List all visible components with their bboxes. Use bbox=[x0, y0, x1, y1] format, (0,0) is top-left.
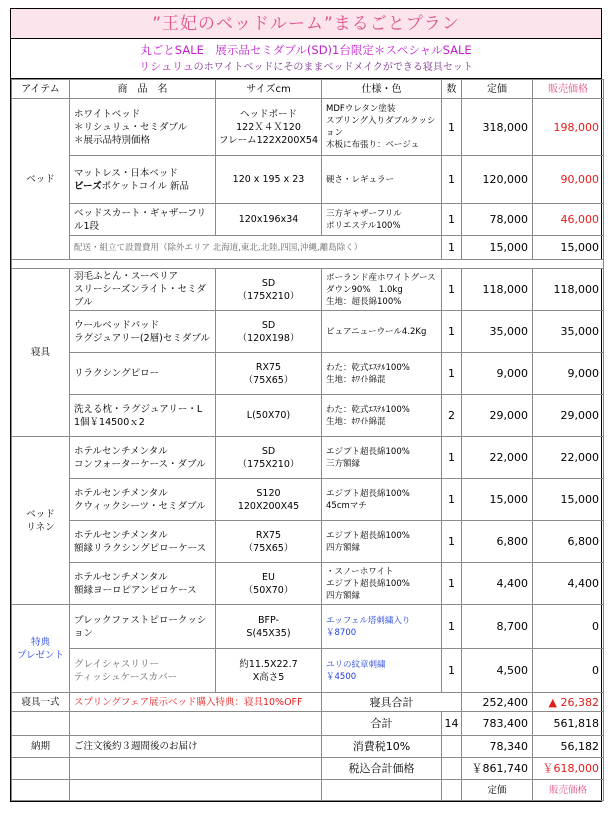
row14-spec-2: ￥4500 bbox=[326, 671, 357, 682]
promo-banner bbox=[11, 39, 601, 79]
group-bed: ベッド bbox=[12, 99, 70, 260]
row7-qty: 1 bbox=[442, 353, 462, 395]
row13-sale: 0 bbox=[533, 605, 604, 649]
row1-size-3: フレーム122X200X54 bbox=[219, 134, 318, 146]
row5-qty: 1 bbox=[442, 269, 462, 311]
row3-sale: 46,000 bbox=[533, 204, 604, 236]
row10-qty: 1 bbox=[442, 479, 462, 521]
row2-name-1: マットレス・日本ベッド bbox=[74, 167, 178, 179]
row6-size-2: （120X198） bbox=[237, 332, 300, 344]
row2-sale: 90,000 bbox=[533, 156, 604, 204]
row10-sale: 15,000 bbox=[533, 479, 604, 521]
row8-name-2: 1個￥14500ｘ2 bbox=[74, 416, 145, 428]
row2-size: 120 x 195 x 23 bbox=[216, 156, 322, 204]
total-qty: 14 bbox=[442, 712, 462, 736]
row10-name-2: クウィックシーツ・セミダブル bbox=[74, 500, 206, 512]
row1-name-3: ＊展示品特別価格 bbox=[74, 134, 151, 146]
total-label: 合計 bbox=[322, 712, 442, 736]
row9-name-2: コンフォーターケース・ダブル bbox=[74, 458, 206, 470]
row4-sale: 15,000 bbox=[533, 236, 604, 260]
row5-name-2: スリーシーズンライト・セミダブル bbox=[74, 284, 207, 308]
row14-spec-1: ユリの紋章刺繍 bbox=[326, 659, 386, 670]
row5-spec-1: ポーランド産ホワイトグース bbox=[326, 272, 436, 283]
row12-name-1: ホテルセンチメンタル bbox=[74, 571, 168, 583]
header-price: 定価 bbox=[462, 80, 533, 99]
row9-size-1: SD bbox=[261, 445, 276, 457]
row12-spec-1: ・スノーホワイト bbox=[326, 566, 394, 577]
row9-name-1: ホテルセンチメンタル bbox=[74, 445, 168, 457]
row1-qty: 1 bbox=[442, 99, 462, 156]
row13-size-1: BFP- bbox=[258, 614, 279, 626]
row1-size-2: 122Ｘ４Ｘ120 bbox=[236, 121, 301, 133]
group-linen-2: リネン bbox=[26, 521, 55, 533]
row6-price: 35,000 bbox=[462, 311, 533, 353]
grand-sale: ￥618,000 bbox=[533, 758, 604, 780]
row3-spec-1: 三方ギャザーフリル bbox=[326, 208, 402, 219]
row11-price: 6,800 bbox=[462, 521, 533, 563]
row2-spec: 硬さ・レギュラー bbox=[322, 156, 442, 204]
row6-spec: ピュアニューウール4.2Kg bbox=[322, 311, 442, 353]
row8-spec-1: わた：乾式ｴｽﾃﾙ100% bbox=[326, 404, 410, 415]
row9-price: 22,000 bbox=[462, 437, 533, 479]
price-sheet bbox=[10, 8, 602, 802]
table-row bbox=[12, 437, 604, 479]
row12-name-2: 額縁ヨーロピアンピロケース bbox=[74, 584, 197, 596]
row7-size-1: RX75 bbox=[255, 361, 282, 373]
row3-price: 78,000 bbox=[462, 204, 533, 236]
row12-size-1: EU bbox=[262, 571, 275, 583]
row2-name-2a: ビーズ bbox=[74, 180, 102, 192]
row9-size-2: （175X210） bbox=[237, 458, 300, 470]
page-title: ”王妃のベッドルーム”まるごとプラン bbox=[11, 9, 601, 39]
group-gift-1: 特典 bbox=[30, 636, 50, 648]
table-row bbox=[12, 521, 604, 563]
table-row bbox=[12, 353, 604, 395]
delivery-label: 納期 bbox=[12, 736, 70, 758]
promo-line-2 bbox=[11, 59, 601, 76]
row11-spec-1: エジプト超長綿100% bbox=[326, 530, 410, 541]
table-row bbox=[12, 479, 604, 521]
promo-line-1: 丸ごとSALE 展示品セミダブル(SD)1台限定＊スペシャルSALE bbox=[140, 43, 472, 57]
row10-name-1: ホテルセンチメンタル bbox=[74, 487, 168, 499]
foot-sale-label: 販売価格 bbox=[533, 780, 604, 801]
row9-spec-2: 三方額縁 bbox=[326, 458, 361, 469]
row12-spec-3: 四方額縁 bbox=[326, 590, 361, 601]
table-row bbox=[12, 563, 604, 605]
table-row bbox=[12, 395, 604, 437]
table-header bbox=[12, 80, 604, 99]
row14-qty: 1 bbox=[442, 649, 462, 693]
row9-sale: 22,000 bbox=[533, 437, 604, 479]
row13-spec-2: ￥8700 bbox=[326, 627, 357, 638]
row2-qty: 1 bbox=[442, 156, 462, 204]
header-spec: 仕様・色 bbox=[322, 80, 442, 99]
bedding-total-label: 寝具合計 bbox=[322, 693, 462, 712]
row13-size-2: S(45X35) bbox=[246, 627, 291, 639]
tax-sale: 56,182 bbox=[533, 736, 604, 758]
row14-size-2: X高さ5 bbox=[252, 671, 285, 683]
table-row bbox=[12, 649, 604, 693]
row5-sale: 118,000 bbox=[533, 269, 604, 311]
row12-size-2: （50X70） bbox=[243, 584, 294, 596]
header-size: サイズcm bbox=[216, 80, 322, 99]
summary-row-grand bbox=[12, 758, 604, 780]
row5-size-1: SD bbox=[261, 277, 276, 289]
grand-price: ￥861,740 bbox=[462, 758, 533, 780]
table-row bbox=[12, 99, 604, 156]
row7-sale: 9,000 bbox=[533, 353, 604, 395]
bedding-total-sale: ▲ 26,382 bbox=[533, 693, 604, 712]
row7-price: 9,000 bbox=[462, 353, 533, 395]
group-gift bbox=[12, 605, 70, 693]
row5-size-2: （175X210） bbox=[237, 290, 300, 302]
row8-price: 29,000 bbox=[462, 395, 533, 437]
row4-delivery: 配送・組立て設置費用（除外エリア 北海道,東北,北陸,四国,沖縄,離島除く） bbox=[70, 236, 442, 260]
row1-price: 318,000 bbox=[462, 99, 533, 156]
row9-qty: 1 bbox=[442, 437, 462, 479]
row10-price: 15,000 bbox=[462, 479, 533, 521]
row11-name-2: 額縁リラクシングピローケース bbox=[74, 542, 207, 554]
total-price: 783,400 bbox=[462, 712, 533, 736]
row10-size-1: S120 bbox=[256, 487, 281, 499]
row1-spec-3: 木板に布張り：ベージュ bbox=[326, 140, 420, 150]
row1-size-1: ヘッドボード bbox=[239, 108, 297, 120]
table-row bbox=[12, 269, 604, 311]
row4-price: 15,000 bbox=[462, 236, 533, 260]
row12-sale: 4,400 bbox=[533, 563, 604, 605]
row12-qty: 1 bbox=[442, 563, 462, 605]
product-table bbox=[11, 79, 604, 801]
row13-spec-1: エッフェル塔刺繍入り bbox=[326, 615, 411, 626]
row14-size-1: 約11.5X22.7 bbox=[239, 658, 298, 670]
summary-row-bedding bbox=[12, 693, 604, 712]
row11-name-1: ホテルセンチメンタル bbox=[74, 529, 168, 541]
table-row bbox=[12, 156, 604, 204]
header-sale: 販売価格 bbox=[533, 80, 604, 99]
header-qty: 数 bbox=[442, 80, 462, 99]
promo-line-2-rest: のホワイトベッドにそのままベッドメイクができる寝具セット bbox=[193, 62, 473, 73]
row5-spec-2: ダウン90% 1.0kg bbox=[326, 284, 403, 295]
row2-price: 120,000 bbox=[462, 156, 533, 204]
row5-name-1: 羽毛ふとん・スーペリア bbox=[74, 271, 179, 282]
row3-size: 120x196x34 bbox=[216, 204, 322, 236]
row3-qty: 1 bbox=[442, 204, 462, 236]
row7-spec-2: 生地：ﾎﾜｲﾄ綿混 bbox=[326, 374, 386, 385]
row14-price: 4,500 bbox=[462, 649, 533, 693]
row5-price: 118,000 bbox=[462, 269, 533, 311]
row14-name-2: ティッシュケースカバー bbox=[74, 671, 178, 683]
row12-spec-2: エジプト超長綿100% bbox=[326, 578, 410, 589]
foot-price-label: 定価 bbox=[462, 780, 533, 801]
bedding-total-price: 252,400 bbox=[462, 693, 533, 712]
delivery-text: ご注文後約３週間後のお届け bbox=[70, 736, 322, 758]
row11-qty: 1 bbox=[442, 521, 462, 563]
group-gift-2: プレゼント bbox=[16, 649, 65, 661]
row10-size-2: 120X200X45 bbox=[237, 500, 300, 512]
row6-name-1: ウールベッドパッド bbox=[74, 319, 160, 331]
summary-row-total bbox=[12, 712, 604, 736]
table-row bbox=[12, 311, 604, 353]
row11-size-2: （75X65） bbox=[243, 542, 294, 554]
row10-spec-2: 45cmマチ bbox=[326, 500, 367, 511]
row6-qty: 1 bbox=[442, 311, 462, 353]
row13-qty: 1 bbox=[442, 605, 462, 649]
row2-name-2b: ポケットコイル 新品 bbox=[101, 180, 190, 192]
set-label: 寝具一式 bbox=[12, 693, 70, 712]
brand-name: リシュリュ bbox=[139, 60, 194, 73]
row13-price: 8,700 bbox=[462, 605, 533, 649]
row1-name-1: ホワイトベッド bbox=[74, 108, 141, 120]
spacer-row bbox=[12, 260, 604, 269]
row3-spec-2: ポリエステル100% bbox=[326, 220, 401, 231]
group-bedding: 寝具 bbox=[12, 269, 70, 437]
row8-spec-2: 生地：ﾎﾜｲﾄ綿混 bbox=[326, 416, 386, 427]
table-row bbox=[12, 236, 604, 260]
row1-sale: 198,000 bbox=[533, 99, 604, 156]
row7-name: リラクシングピロー bbox=[70, 353, 216, 395]
row5-spec-3: 生地：超長綿100% bbox=[326, 296, 402, 307]
row11-sale: 6,800 bbox=[533, 521, 604, 563]
row13-name: ブレックファストピロークッション bbox=[70, 605, 216, 649]
row7-spec-1: わた：乾式ｴｽﾃﾙ100% bbox=[326, 362, 410, 373]
tax-label: 消費税10% bbox=[322, 736, 442, 758]
header-name: 商 品 名 bbox=[70, 80, 216, 99]
row3-name: ベッドスカート・ギャザーフリル1段 bbox=[70, 204, 216, 236]
summary-row-tax bbox=[12, 736, 604, 758]
row7-size-2: （75X65） bbox=[243, 374, 294, 386]
total-sale: 561,818 bbox=[533, 712, 604, 736]
row1-spec-2: スプリング入りダブルクッション bbox=[326, 116, 436, 138]
footer-row bbox=[12, 780, 604, 801]
campaign-text: スプリングフェア展示ベッド購入特典：寝具10%OFF bbox=[70, 693, 322, 712]
header-item: アイテム bbox=[12, 80, 70, 99]
table-row bbox=[12, 605, 604, 649]
row9-spec-1: エジプト超長綿100% bbox=[326, 446, 410, 457]
row4-qty: 1 bbox=[442, 236, 462, 260]
row10-spec-1: エジプト超長綿100% bbox=[326, 488, 410, 499]
grand-label: 税込合計価格 bbox=[322, 758, 442, 780]
row6-sale: 35,000 bbox=[533, 311, 604, 353]
row8-size: L(50X70) bbox=[216, 395, 322, 437]
group-linen bbox=[12, 437, 70, 605]
row8-name-1: 洗える枕・ラグジュアリー・L bbox=[74, 403, 203, 415]
row14-sale: 0 bbox=[533, 649, 604, 693]
row1-name-2: ＊リシュリュ・セミダブル bbox=[74, 121, 188, 133]
row11-spec-2: 四方額縁 bbox=[326, 542, 361, 553]
row14-name-1: グレイシャスリリー bbox=[74, 658, 159, 670]
row6-size-1: SD bbox=[261, 319, 276, 331]
row11-size-1: RX75 bbox=[255, 529, 282, 541]
row1-spec-1: MDFウレタン塗装 bbox=[326, 104, 396, 114]
row8-qty: 2 bbox=[442, 395, 462, 437]
row12-price: 4,400 bbox=[462, 563, 533, 605]
table-row bbox=[12, 204, 604, 236]
group-linen-1: ベッド bbox=[26, 508, 55, 520]
row6-name-2: ラグジュアリー(2層)セミダブル bbox=[74, 332, 211, 344]
row8-sale: 29,000 bbox=[533, 395, 604, 437]
tax-price: 78,340 bbox=[462, 736, 533, 758]
